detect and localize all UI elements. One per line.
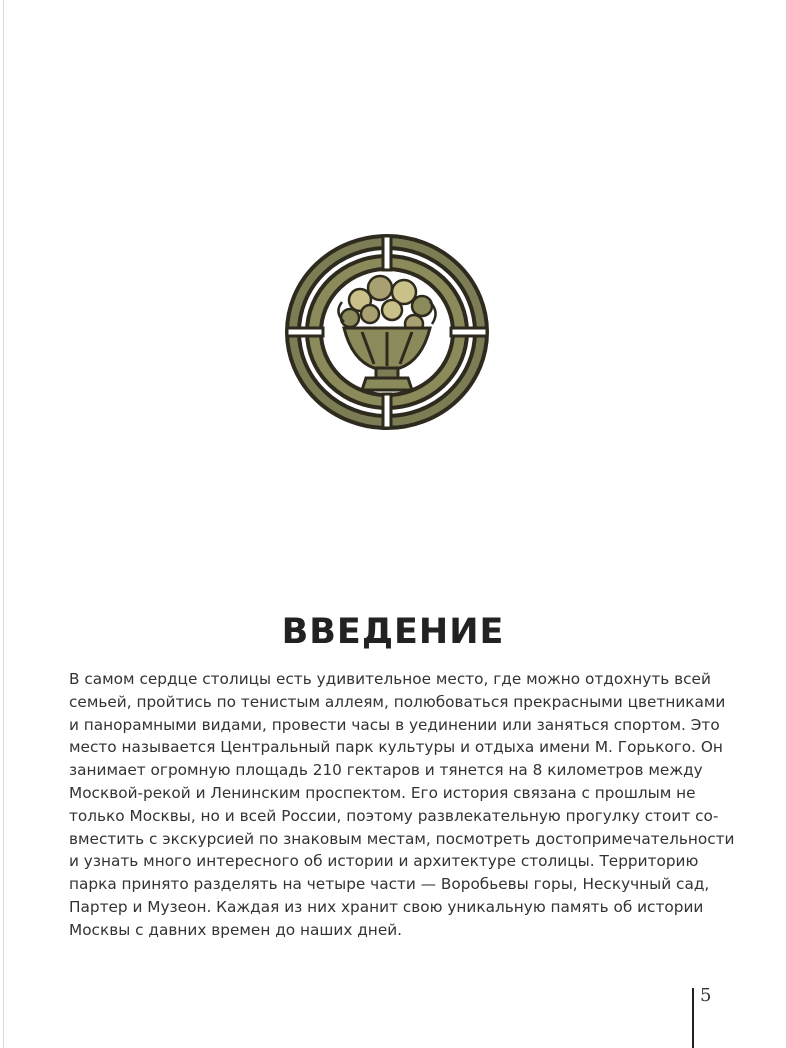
paragraph-line: В самом сердце столицы есть удивительное место, где можно отдохнуть всей [69, 670, 711, 688]
paragraph-line: и панорамными видами, провести часы в уединении или заняться спортом. Это [69, 715, 720, 734]
page-title: ВВЕДЕНИЕ [281, 612, 505, 652]
paragraph-line: занимает огромную площадь 210 гектаров и тянется на 8 километров между [69, 761, 703, 780]
page-edge-line [3, 0, 4, 1048]
emblem-spoke-left [287, 328, 323, 336]
emblem-spoke-right [451, 328, 487, 336]
paragraph-line: семьей, пройтись по тенистым аллеям, полюбоваться прекрасными цветниками [69, 692, 726, 711]
paragraph-line: Партер и Музеон. Каждая из них хранит свою уникальную память об истории [69, 897, 704, 916]
paragraph-line: и узнать много интересного об истории и архитектуре столицы. Территорию [69, 852, 699, 871]
paragraph-line: Москвой-рекой и Ленинским проспектом. Его история связана с прошлым не [69, 783, 696, 802]
paragraph-line: парка принято разделять на четыре части — Воробьевы горы, Нескучный сад, [69, 875, 710, 894]
paragraph-line: вместить с экскурсией по знаковым местам, посмотреть достопримечательности [69, 829, 735, 848]
page-number: 5 [700, 985, 712, 1006]
paragraph-line: только Москвы, но и всей России, поэтому развлекательную прогулку стоит со- [69, 806, 719, 825]
intro-paragraph [69, 668, 735, 942]
emblem-spoke-top [383, 236, 391, 270]
flower-vase-emblem-icon [282, 232, 492, 432]
paragraph-line: Москвы с давних времен до наших дней. [69, 920, 403, 939]
page-number-rule [692, 988, 694, 1048]
emblem-spoke-bottom [383, 394, 391, 428]
emblem-drawing [282, 232, 492, 432]
paragraph-line: место называется Центральный парк культуры и отдыха имени М. Горького. Он [69, 738, 723, 757]
